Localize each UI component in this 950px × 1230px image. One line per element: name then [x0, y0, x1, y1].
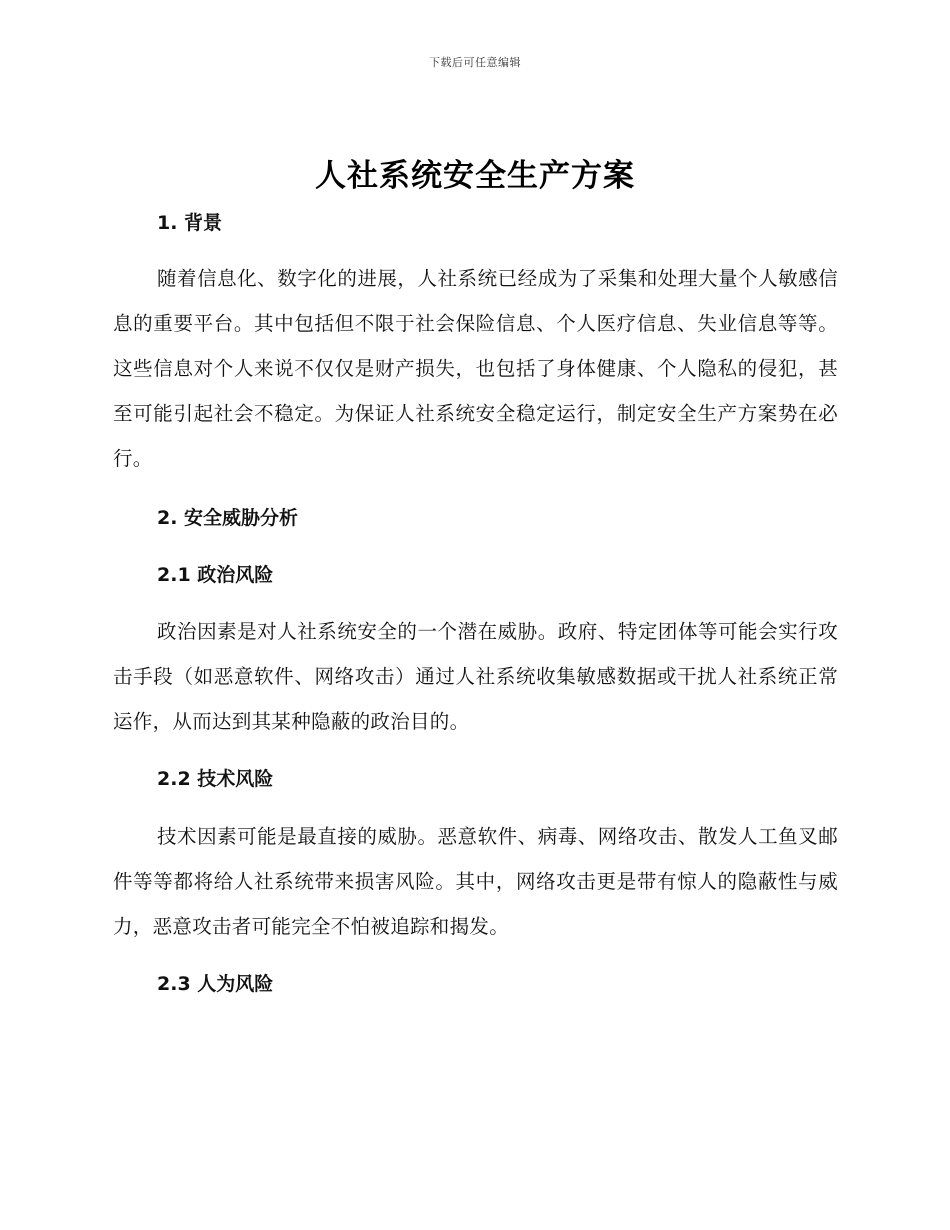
political-paragraph: 政治因素是对人社系统安全的一个潜在威胁。政府、特定团体等可能会实行攻击手段（如恶意软件、网络攻击）通过人社系统收集敏感数据或干扰人社系统正常运作，从而达到其某种隐蔽的政治目的。: [113, 620, 838, 733]
subsection-heading-human: 2.3 人为风险: [157, 973, 274, 995]
document-title: 人社系统安全生产方案: [315, 158, 635, 194]
background-paragraph: 随着信息化、数字化的进展，人社系统已经成为了采集和处理大量个人敏感信息的重要平台。其中包括但不限于社会保险信息、个人医疗信息、失业信息等等。这些信息对个人来说不仅仅是财产损失，也包括了身体健康、个人隐私的侵犯，甚至可能引起社会不稳定。为保证人社系统安全稳定运行，制定安全生产方案势在必行。: [113, 267, 838, 470]
header-note: 下载后可任意编辑: [429, 56, 521, 69]
subsection-heading-political: 2.1 政治风险: [157, 564, 274, 586]
section-heading-background: 1. 背景: [157, 212, 223, 234]
section-heading-threats: 2. 安全威胁分析: [157, 507, 299, 529]
technical-paragraph: 技术因素可能是最直接的威胁。恶意软件、病毒、网络攻击、散发人工鱼叉邮件等等都将给人社系统带来损害风险。其中，网络攻击更是带有惊人的隐蔽性与威力，恶意攻击者可能完全不怕被追踪和揭发。: [113, 825, 838, 938]
subsection-heading-technical: 2.2 技术风险: [157, 768, 274, 790]
